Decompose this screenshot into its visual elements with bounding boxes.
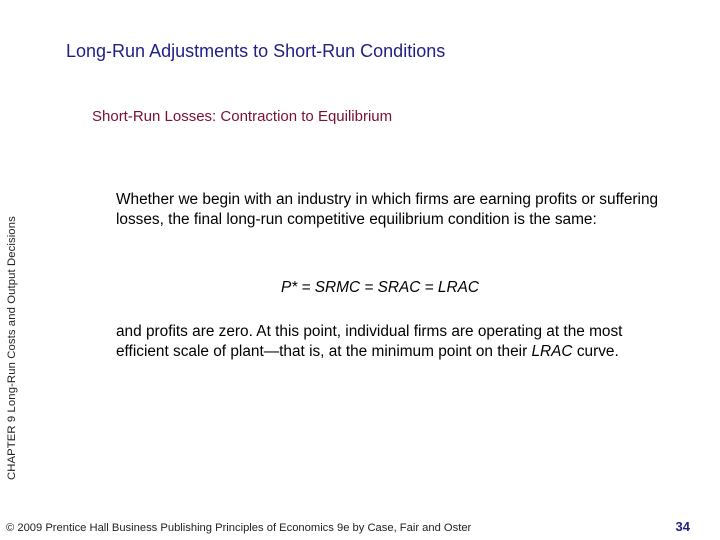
slide-subtitle: Short-Run Losses: Contraction to Equilibrium bbox=[92, 108, 393, 125]
slide-title: Long-Run Adjustments to Short-Run Conditions bbox=[66, 41, 446, 61]
body-paragraph-1: Whether we begin with an industry in which firms are earning profits or suffering losses, the final long-run competitive equilibrium condition is the same: bbox=[116, 191, 659, 228]
equilibrium-equation: P* = SRMC = SRAC = LRAC bbox=[280, 279, 479, 296]
page-number: 34 bbox=[675, 519, 690, 534]
lrac-term: LRAC bbox=[531, 343, 573, 360]
chapter-side-label: CHAPTER 9 Long-Run Costs and Output Decisions bbox=[6, 216, 18, 480]
body-paragraph-2 bbox=[116, 322, 676, 362]
footer-copyright: © 2009 Prentice Hall Business Publishing Principles of Economics 9e by Case, Fair and Oster bbox=[6, 522, 472, 534]
paragraph-2-text-start: and profits are zero. At this point, individual firms are operating at the most efficient scale of plant—that is, at the minimum point on their bbox=[116, 323, 623, 360]
paragraph-2-text-end: curve. bbox=[572, 343, 619, 360]
